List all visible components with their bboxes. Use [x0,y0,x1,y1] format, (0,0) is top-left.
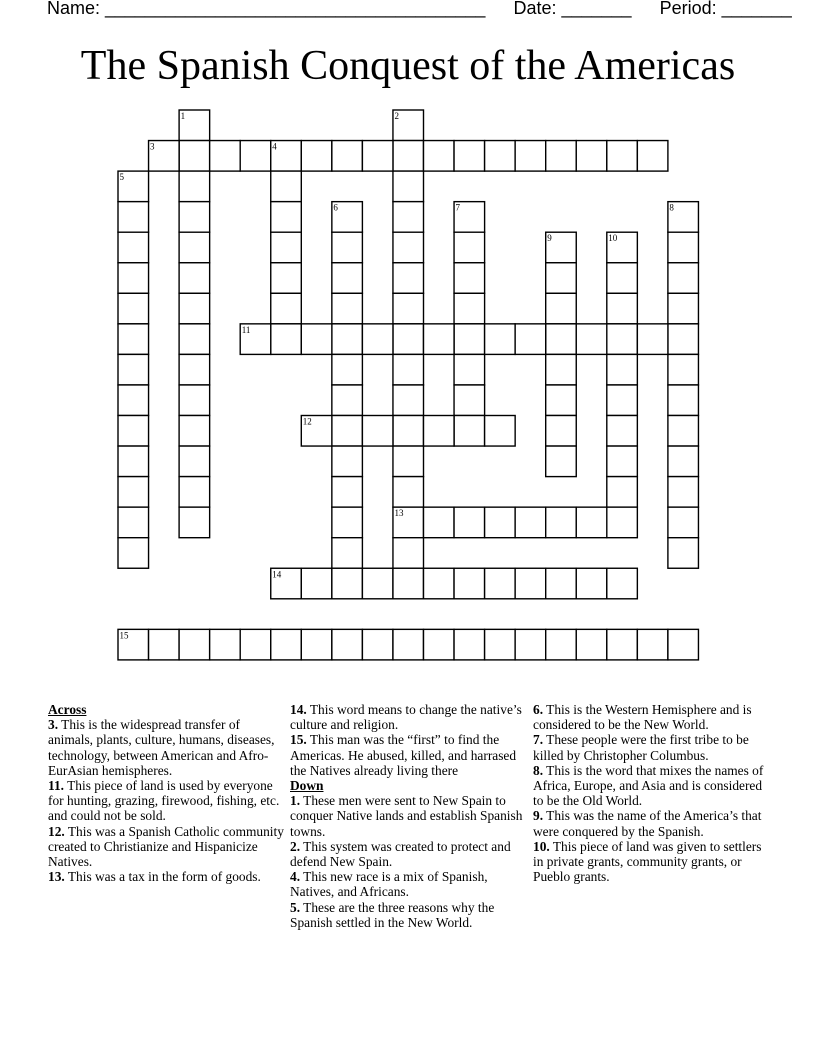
grid-cell[interactable] [515,568,546,599]
grid-cell[interactable] [454,385,485,416]
grid-cell[interactable] [362,629,393,660]
clue-down-1: 1. These men were sent to New Spain to conquer Native lands and establish Spanish towns. [290,793,523,839]
grid-cell[interactable] [118,324,149,355]
grid-cell[interactable] [485,141,516,172]
grid-cell[interactable] [607,293,638,324]
grid-cell[interactable] [668,538,699,569]
grid-cell[interactable] [637,324,668,355]
grid-cell[interactable] [271,324,302,355]
grid-cell[interactable] [332,538,363,569]
grid-cell[interactable] [546,141,577,172]
grid-cell[interactable] [179,385,210,416]
grid-cell[interactable] [271,171,302,202]
grid-cell[interactable] [454,263,485,294]
grid-cell[interactable] [576,507,607,538]
grid-cell[interactable] [393,477,424,508]
grid-cell[interactable] [546,324,577,355]
grid-cell[interactable] [607,416,638,447]
grid-cell[interactable] [240,629,271,660]
grid-cell[interactable] [393,324,424,355]
clues-column-2 [290,702,526,930]
grid-cell[interactable] [485,324,516,355]
grid-cell[interactable] [179,324,210,355]
grid-cell[interactable] [485,507,516,538]
grid-cell[interactable] [393,202,424,233]
grid-cell[interactable] [393,446,424,477]
grid-cell[interactable] [118,293,149,324]
grid-cell[interactable] [576,141,607,172]
grid-cell[interactable] [454,324,485,355]
grid-cell[interactable] [179,232,210,263]
grid-cell[interactable] [179,629,210,660]
grid-cell[interactable] [179,202,210,233]
grid-cell[interactable] [424,141,455,172]
grid-cell[interactable] [332,446,363,477]
grid-cell[interactable] [393,263,424,294]
grid-cell[interactable] [362,324,393,355]
grid-cell[interactable] [393,538,424,569]
grid-cell[interactable] [668,629,699,660]
grid-cell[interactable] [546,293,577,324]
clue-number-label: 12 [302,416,312,427]
clue-across-13: 13. This was a tax in the form of goods. [48,869,261,885]
clue-down-8: 8. This is the word that mixes the names of Africa, Europe, and Asia and is considered to be the Old World. [533,762,764,809]
grid-cell[interactable] [607,385,638,416]
grid-cell[interactable] [332,263,363,294]
name-field[interactable]: Name: ______________________________________ [47,0,486,18]
grid-cell[interactable] [179,477,210,508]
grid-cell[interactable] [332,507,363,538]
grid-cell[interactable] [424,416,455,447]
grid-cell[interactable] [546,446,577,477]
clue-across-15: 15. This man was the “first” to find the Americas. He abused, killed, and harrased the Natives already living there [290,732,517,778]
grid-cell[interactable] [515,324,546,355]
grid-cell[interactable] [118,416,149,447]
grid-cell[interactable] [271,263,302,294]
clue-down-2: 2. This system was created to protect and defend New Spain. [290,838,511,870]
grid-cell[interactable] [393,232,424,263]
clues-column-1 [48,702,286,884]
clue-number-label: 15 [119,630,129,641]
clue-number-label: 3 [150,141,155,152]
grid-cell[interactable] [332,232,363,263]
grid-cell[interactable] [301,141,332,172]
grid-cell[interactable] [668,324,699,355]
grid-cell[interactable] [576,568,607,599]
grid-cell[interactable] [668,507,699,538]
grid-cell[interactable] [393,416,424,447]
grid-cell[interactable] [454,507,485,538]
grid-cell[interactable] [668,416,699,447]
grid-cell[interactable] [424,568,455,599]
grid-cell[interactable] [607,629,638,660]
clue-down-9: 9. This was the name of the America’s that were conquered by the Spanish. [533,808,762,839]
grid-cell[interactable] [301,324,332,355]
grid-cell[interactable] [546,629,577,660]
down-heading: Down [290,778,324,794]
grid-cell[interactable] [118,507,149,538]
grid-cell[interactable] [454,293,485,324]
clue-down-5: 5. These are the three reasons why the Spanish settled in the New World. [290,899,495,930]
grid-cell[interactable] [393,354,424,385]
grid-cell[interactable] [607,354,638,385]
grid-cell[interactable] [332,568,363,599]
clue-down-4: 4. This new race is a mix of Spanish, Natives, and Africans. [290,869,488,900]
grid-cell[interactable] [424,324,455,355]
grid-cell[interactable] [393,141,424,172]
grid-cell[interactable] [424,629,455,660]
clue-number-label: 2 [394,111,399,121]
grid-cell[interactable] [546,354,577,385]
grid-cell[interactable] [668,477,699,508]
grid-cell[interactable] [607,477,638,508]
puzzle-title: The Spanish Conquest of the Americas [80,43,736,89]
grid-cell[interactable] [179,293,210,324]
grid-cell[interactable] [179,263,210,294]
grid-cell[interactable] [454,354,485,385]
grid-cell[interactable] [607,263,638,294]
clue-down-7: 7. These people were the first tribe to be killed by Christopher Columbus. [533,732,749,763]
grid-cell[interactable] [118,263,149,294]
grid-cell[interactable] [332,141,363,172]
grid-cell[interactable] [118,446,149,477]
grid-cell[interactable] [546,568,577,599]
clue-number-label: 7 [455,202,461,213]
grid-cell[interactable] [118,354,149,385]
grid-cell[interactable] [424,507,455,538]
grid-cell[interactable] [607,507,638,538]
grid-cell[interactable] [332,629,363,660]
clues-column-3 [533,702,773,884]
grid-cell[interactable] [118,477,149,508]
period-field[interactable]: Period: _______ [659,0,792,18]
grid-cell[interactable] [332,354,363,385]
grid-cell[interactable] [179,416,210,447]
grid-cell[interactable] [118,202,149,233]
grid-cell[interactable] [576,629,607,660]
grid-cell[interactable] [332,416,363,447]
date-field[interactable]: Date: _______ [513,0,632,18]
grid-cell[interactable] [454,629,485,660]
grid-cell[interactable] [271,202,302,233]
grid-cell[interactable] [393,629,424,660]
clue-number-label: 5 [119,172,124,183]
grid-cell[interactable] [118,538,149,569]
clue-across-11: 11. This piece of land is used by everyone for hunting, grazing, firewood, fishing, etc. and could not be sold. [48,778,280,824]
grid-cell[interactable] [210,629,241,660]
grid-cell[interactable] [332,324,363,355]
grid-cell[interactable] [362,416,393,447]
grid-cell[interactable] [607,324,638,355]
grid-cell[interactable] [210,141,241,172]
grid-cell[interactable] [607,568,638,599]
grid-cell[interactable] [607,141,638,172]
grid-cell[interactable] [271,232,302,263]
grid-cell[interactable] [637,141,668,172]
clue-number-label: 14 [272,569,282,580]
clue-across-12: 12. This was a Spanish Catholic community created to Christianize and Hispanicize Natives. [48,823,284,870]
clue-across-3: 3. This is the widespread transfer of animals, plants, culture, humans, diseases, technology, between American and Afro-EurAsian hemispheres. [48,717,275,778]
clue-number-label: 1 [180,111,186,121]
grid-cell[interactable] [271,293,302,324]
grid-cell[interactable] [485,629,516,660]
grid-cell[interactable] [149,629,180,660]
grid-cell[interactable] [546,263,577,294]
grid-cell[interactable] [668,232,699,263]
grid-cell[interactable] [393,385,424,416]
grid-cell[interactable] [179,507,210,538]
clue-across-14: 14. This word means to change the native’s culture and religion. [290,702,522,733]
clue-number-label: 8 [669,202,674,213]
grid-cell[interactable] [362,141,393,172]
grid-cell[interactable] [485,416,516,447]
grid-cell[interactable] [301,629,332,660]
grid-cell[interactable] [332,385,363,416]
grid-cell[interactable] [118,232,149,263]
grid-cell[interactable] [668,446,699,477]
grid-cell[interactable] [668,293,699,324]
grid-cell[interactable] [668,354,699,385]
across-heading: Across [48,702,87,717]
clue-down-6: 6. This is the Western Hemisphere and is considered to be the New World. [533,702,752,733]
clue-down-10: 10. This piece of land was given to settlers in private grants, community grants, or Pueblo grants. [533,838,762,885]
clue-number-label: 6 [333,202,338,213]
grid-cell[interactable] [515,507,546,538]
grid-cell[interactable] [454,568,485,599]
clue-number-label: 11 [241,324,251,335]
grid-cell[interactable] [179,171,210,202]
clue-number-label: 10 [608,233,618,244]
grid-cell[interactable] [179,354,210,385]
grid-cell[interactable] [118,385,149,416]
grid-cell[interactable] [668,263,699,294]
grid-cell[interactable] [546,416,577,447]
grid-cell[interactable] [271,629,302,660]
grid-cell[interactable] [179,141,210,172]
clue-number-label: 13 [394,508,404,519]
clue-number-label: 9 [547,233,552,244]
grid-cell[interactable] [637,629,668,660]
grid-cell[interactable] [668,385,699,416]
grid-cell[interactable] [546,507,577,538]
grid-cell[interactable] [393,293,424,324]
grid-cell[interactable] [332,477,363,508]
grid-cell[interactable] [393,171,424,202]
grid-cell[interactable] [454,232,485,263]
clue-number-label: 4 [272,141,277,152]
grid-cell[interactable] [515,629,546,660]
grid-cell[interactable] [179,446,210,477]
grid-cell[interactable] [485,568,516,599]
grid-cell[interactable] [576,324,607,355]
grid-cell[interactable] [454,141,485,172]
grid-cell[interactable] [240,141,271,172]
grid-cell[interactable] [515,141,546,172]
grid-cell[interactable] [332,293,363,324]
grid-cell[interactable] [393,568,424,599]
grid-cell[interactable] [546,385,577,416]
grid-cell[interactable] [301,568,332,599]
grid-cell[interactable] [607,446,638,477]
grid-cell[interactable] [362,568,393,599]
grid-cell[interactable] [454,416,485,447]
